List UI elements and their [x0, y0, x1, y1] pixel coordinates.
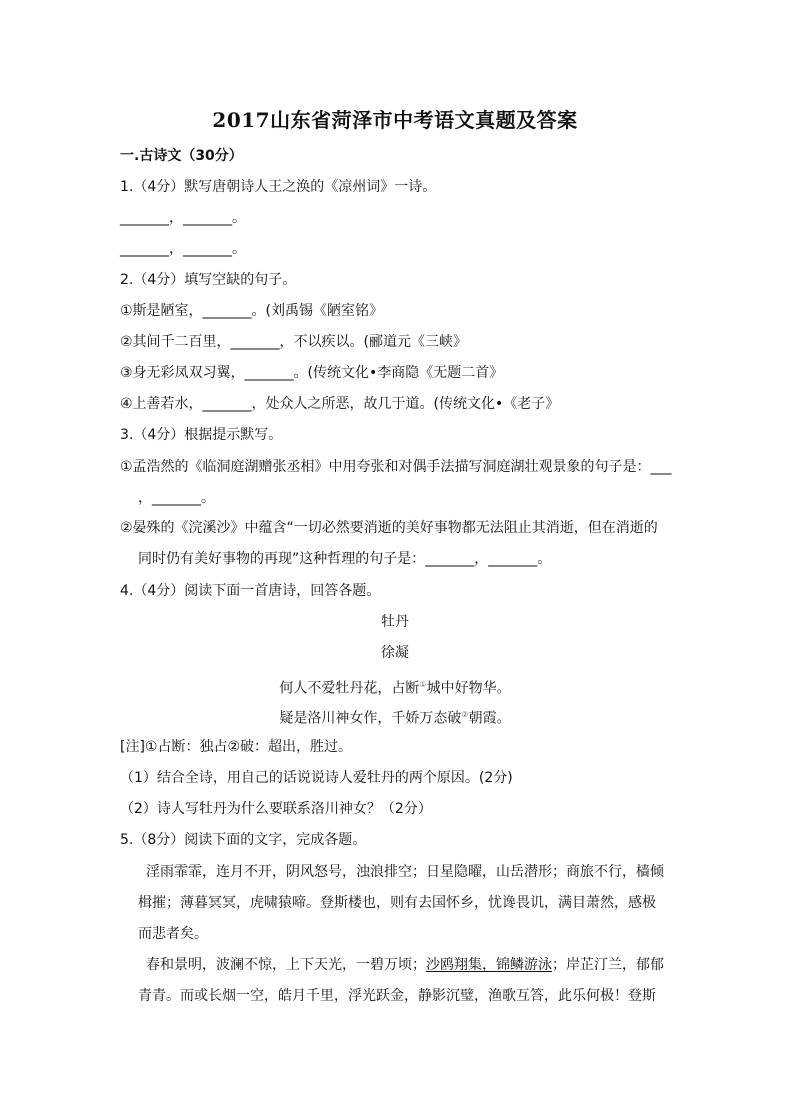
- footnote-marker-1: ①: [419, 680, 427, 689]
- passage-1-line-2: 楫摧；薄暮冥冥，虎啸猿啼。登斯楼也，则有去国怀乡，忧谗畏讥，满目萧然，感极: [138, 895, 656, 911]
- underlined-phrase: 沙鸥翔集，锦鳞游泳: [426, 957, 552, 973]
- question-3-item-2-line-1: ②晏殊的《浣溪沙》中蕴含“一切必然要消逝的美好事物都无法阻止其消逝，但在消逝的: [120, 520, 658, 536]
- footnote-marker-2: ②: [461, 710, 469, 719]
- question-3-stem: 3.（4分）根据提示默写。: [120, 427, 283, 443]
- question-2-item-2: ②其间千二百里，_______，不以疾以。(郦道元《三峡》: [120, 334, 468, 350]
- question-4-stem: 4.（4分）阅读下面一首唐诗，回答各题。: [120, 583, 381, 599]
- passage-2-line-1-part-a: 春和景明，波澜不惊，上下天光，一碧万顷；: [146, 957, 426, 973]
- poem-line-2: [0, 705, 790, 729]
- passage-2-line-1: [146, 955, 664, 975]
- question-4-sub-1: （1）结合全诗，用自己的话说说诗人爱牡丹的两个原因。(2分): [120, 770, 513, 786]
- passage-2-line-1-part-b: ；岸芷汀兰，郁郁: [552, 957, 664, 973]
- poem-line-2-part-a: 疑是洛川神女作，千娇万态破: [279, 710, 462, 727]
- passage-1-line-3: 而悲者矣。: [138, 926, 208, 942]
- poem-author: 徐凝: [381, 645, 409, 661]
- question-2-stem: 2.（4分）填写空缺的句子。: [120, 272, 297, 288]
- poem-title: 牡丹: [381, 614, 409, 630]
- question-3-item-1-line-2: ，_______。: [138, 490, 215, 506]
- question-2-item-3: ③身无彩凤双习翼，_______。(传统文化•李商隐《无题二首》: [120, 365, 504, 381]
- poem-line-1-part-b: 城中好物华。: [426, 680, 511, 697]
- question-3-item-1-line-1: ①孟浩然的《临洞庭湖赠张丞相》中用夸张和对偶手法描写洞庭湖壮观景象的句子是：___: [120, 459, 672, 475]
- question-1-blank-line-2: _______，_______。: [120, 241, 246, 257]
- passage-1-line-1: 淫雨霏霏，连月不开，阴风怒号，浊浪排空；日星隐曜，山岳潜形；商旅不行，樯倾: [146, 864, 664, 880]
- question-3-item-2-line-2: 同时仍有美好事物的再现”这种哲理的句子是：_______，_______。: [138, 551, 552, 567]
- question-5-stem: 5.（8分）阅读下面的文字，完成各题。: [120, 832, 367, 848]
- section-heading: 一.古诗文（30分）: [120, 148, 243, 164]
- question-2-item-1: ①斯是陋室，_______。(刘禹锡《陋室铭》: [120, 303, 384, 319]
- passage-2-line-2: 青青。而或长烟一空，皓月千里，浮光跃金，静影沉璧，渔歌互答，此乐何极！登斯: [138, 988, 656, 1004]
- document-title: 2017山东省菏泽市中考语文真题及答案: [212, 108, 578, 132]
- question-1-blank-line-1: _______，_______。: [120, 210, 246, 226]
- question-2-item-4: ④上善若水，_______，处众人之所恶，故几于道。(传统文化•《老子》: [120, 396, 560, 412]
- question-1-stem: 1.（4分）默写唐朝诗人王之涣的《凉州词》一诗。: [120, 179, 437, 195]
- poem-line-1-part-a: 何人不爱牡丹花，占断: [279, 680, 420, 697]
- question-4-sub-2: （2）诗人写牡丹为什么要联系洛川神女？（2分）: [120, 801, 432, 817]
- poem-annotation: [注]①占断：独占②破：超出，胜过。: [120, 739, 353, 755]
- poem-line-2-part-b: 朝霞。: [468, 710, 511, 727]
- poem-line-1: [0, 675, 790, 699]
